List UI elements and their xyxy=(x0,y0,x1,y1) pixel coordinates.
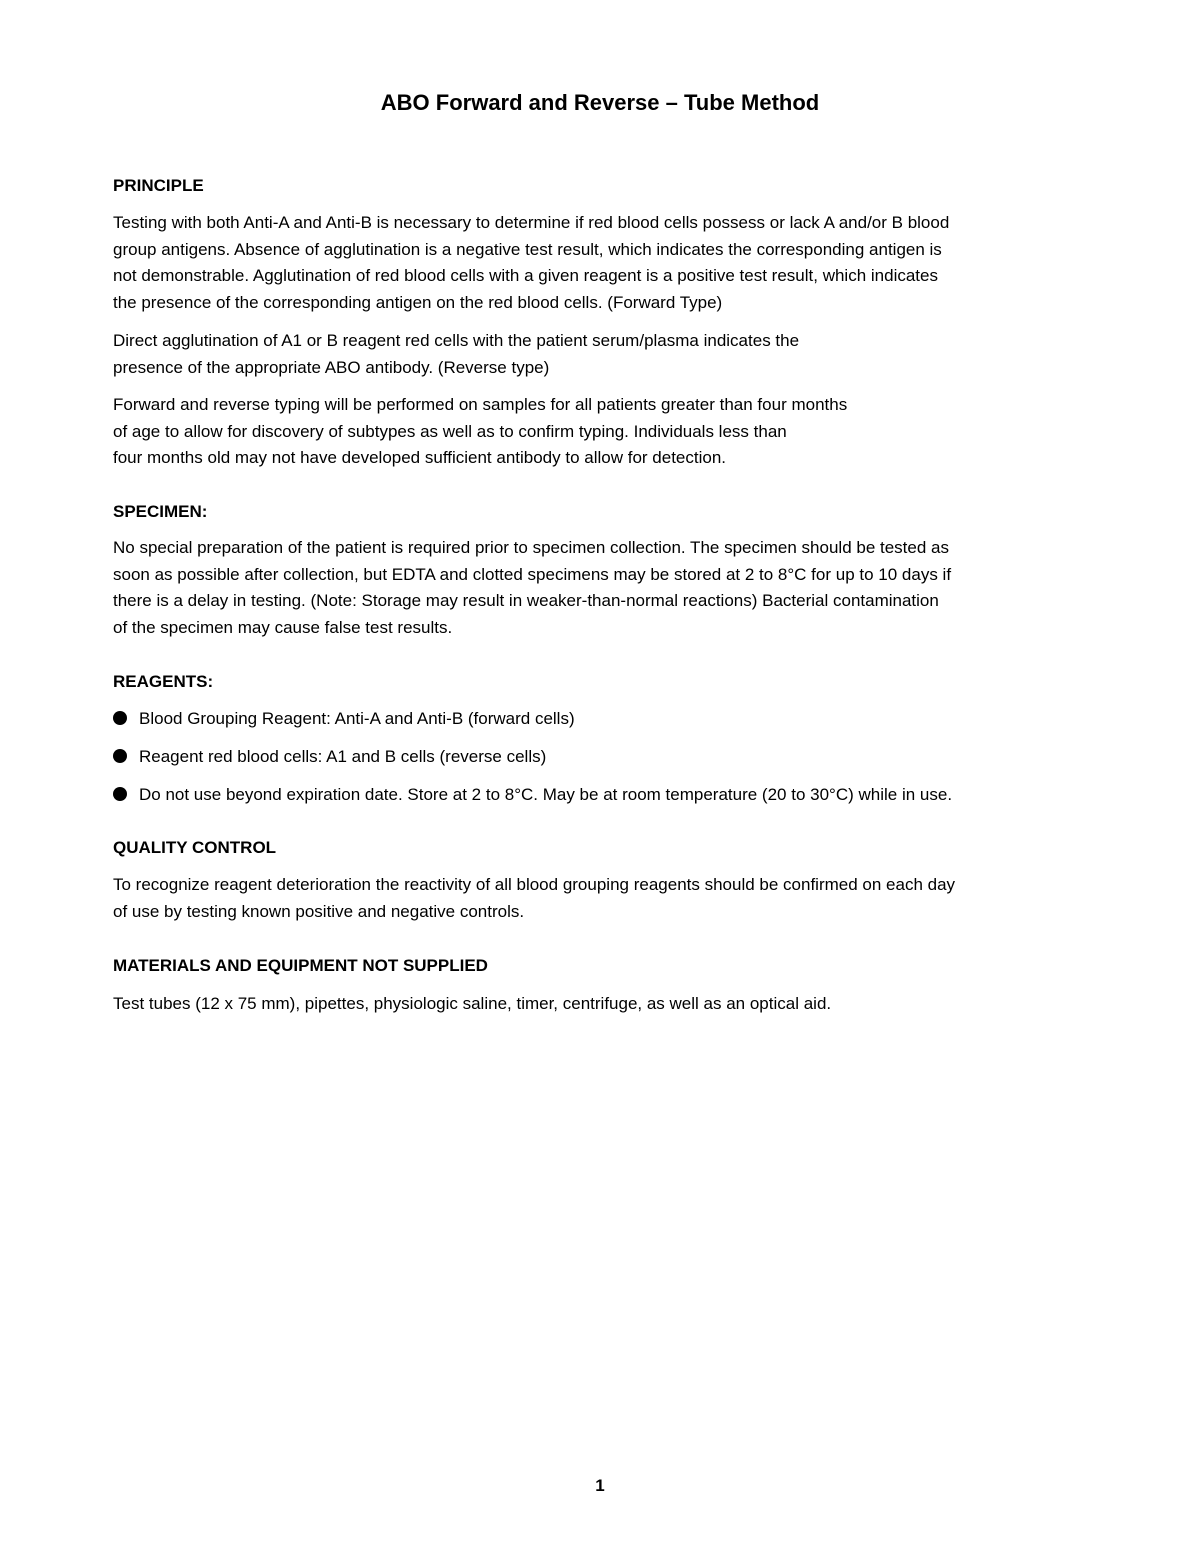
page-number: 1 xyxy=(595,1476,605,1495)
bullet-icon xyxy=(113,711,127,725)
quality-control-paragraph xyxy=(113,872,1093,925)
text-line: group antigens. Absence of agglutination is a negative test result, which indicates the corresponding antigen is xyxy=(113,239,942,259)
text-line: of age to allow for discovery of subtypes as well as to confirm typing. Individuals less than xyxy=(113,421,787,441)
principle-paragraph-2 xyxy=(113,328,1093,381)
materials-paragraph xyxy=(113,991,1093,1018)
text-line: there is a delay in testing. (Note: Storage may result in weaker-than-normal reactions) Bacterial contamination xyxy=(113,591,939,610)
quality-control-heading: QUALITY CONTROL xyxy=(113,838,277,857)
text-line: the presence of the corresponding antigen on the red blood cells. (Forward Type) xyxy=(113,292,723,312)
bullet-icon xyxy=(113,787,127,801)
text-line: of the specimen may cause false test results. xyxy=(113,617,453,637)
reagent-list-item xyxy=(113,707,575,731)
reagents-heading: REAGENTS: xyxy=(113,672,214,691)
text-line: soon as possible after collection, but EDTA and clotted specimens may be stored at 2 to 8°C for up to 10 days if xyxy=(113,564,952,584)
text-line: Testing with both Anti-A and Anti-B is necessary to determine if red blood cells possess or lack A and/or B blood xyxy=(113,213,950,232)
text-line: presence of the appropriate ABO antibody. (Reverse type) xyxy=(113,357,550,377)
reagent-item-text: Reagent red blood cells: A1 and B cells (reverse cells) xyxy=(139,747,547,766)
specimen-heading: SPECIMEN: xyxy=(113,502,208,521)
text-line: Forward and reverse typing will be performed on samples for all patients greater than four months xyxy=(113,395,848,414)
reagent-list-item xyxy=(113,783,952,807)
reagent-list-item xyxy=(113,745,546,769)
text-line: Direct agglutination of A1 or B reagent red cells with the patient serum/plasma indicates the xyxy=(113,331,800,350)
specimen-paragraph xyxy=(113,535,1093,641)
page-title: ABO Forward and Reverse – Tube Method xyxy=(380,90,820,115)
text-line: of use by testing known positive and negative controls. xyxy=(113,901,525,921)
materials-heading: MATERIALS AND EQUIPMENT NOT SUPPLIED xyxy=(113,956,488,975)
text-line: To recognize reagent deterioration the reactivity of all blood grouping reagents should be confirmed on each day xyxy=(113,875,956,894)
principle-paragraph-1 xyxy=(113,210,1093,316)
bullet-icon xyxy=(113,749,127,763)
text-line: four months old may not have developed sufficient antibody to allow for detection. xyxy=(113,448,727,467)
reagent-item-text: Blood Grouping Reagent: Anti-A and Anti-B (forward cells) xyxy=(139,709,575,728)
text-line: No special preparation of the patient is required prior to specimen collection. The specimen should be tested as xyxy=(113,538,949,557)
principle-heading: PRINCIPLE xyxy=(113,176,204,195)
text-line: Test tubes (12 x 75 mm), pipettes, physiologic saline, timer, centrifuge, as well as an optical aid. xyxy=(113,994,832,1013)
reagent-item-text: Do not use beyond expiration date. Store at 2 to 8°C. May be at room temperature (20 to 30°C) while in use. xyxy=(139,785,953,804)
principle-paragraph-3 xyxy=(113,392,1093,472)
text-line: not demonstrable. Agglutination of red blood cells with a given reagent is a positive test result, which indicates xyxy=(113,266,938,285)
